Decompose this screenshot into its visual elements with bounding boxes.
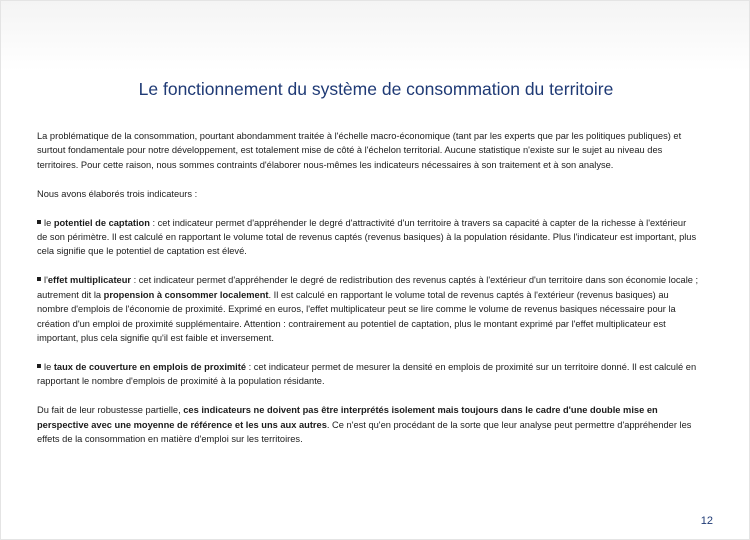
indicator-item-couverture: le taux de couverture en emplois de proximité : cet indicateur permet de mesurer la densité en emplois de proximité sur un territoire donné. Il est calculé en rapportant le nombre d'emplois de proximité à la population résidante. xyxy=(37,361,697,387)
indicators-intro: Nous avons élaborés trois indicateurs : xyxy=(37,188,198,199)
conclusion-paragraph: Du fait de leur robustesse partielle, ces indicateurs ne doivent pas être interprétés isolement mais toujours dans le cadre d'une double mise en perspective avec une moyenne de référence et les uns aux autres. Ce n'est qu'en procédant de la sorte que leur analyse peut permettre d'appréhender les effets de la consommation en matière d'emploi sur les territoires. xyxy=(37,405,692,444)
conclusion-emphasis: ces indicateurs ne doivent pas être interprétés isolement mais toujours dans le cadre d'une double mise en perspective avec une moyenne de référence et les uns aux autres xyxy=(37,405,658,430)
intro-paragraph: La problématique de la consommation, pourtant abondamment traitée à l'échelle macro-économique (tant par les experts que par les politiques publiques) et surtout fondamentale pour notre développement, est totalement mise de côté à l'échelon territorial. Aucune statistique n'existe sur le sujet au niveau des territoires. Pour cette raison, nous sommes contraints d'élaborer nous-mêmes les indicateurs nécessaires à son traitement et à son analyse. xyxy=(37,131,682,170)
indicator-term: potentiel de captation xyxy=(53,217,150,228)
slide-title: Le fonctionnement du système de consommation du territoire xyxy=(138,79,614,99)
indicator-term: taux de couverture en emplois de proximité xyxy=(53,361,247,372)
indicator-item-captation: le potentiel de captation : cet indicateur permet d'appréhender le degré d'attractivité d'un territoire à travers sa capacité à capter de la richesse à l'extérieur de son périmètre. Il est calculé en rapportant le volume total de revenus captés (revenus basiques) à la population résidante. Plus l'indicateur est important, plus cela signifie que le potentiel de captation est élevé. xyxy=(37,217,697,257)
indicator-term: effet multiplicateur xyxy=(47,275,132,286)
bullet-icon xyxy=(37,220,41,224)
indicator-emphasis: propension à consommer localement xyxy=(103,289,269,300)
page-number: 12 xyxy=(700,515,713,527)
indicator-item-multiplicateur: l'effet multiplicateur : cet indicateur permet d'appréhender le degré de redistribution des revenus captés à l'extérieur d'un territoire dans son économie locale ; autrement dit la propension à consommer localement. Il est calculé en rapportant le volume total de revenus captés à l'extérieur (revenus basiques) au nombre d'emplois de l'économie de proximité. Exprimé en euros, l'effet multiplicateur peut se lire comme le volume de revenus basiques nécessaire pour la création d'un emploi de proximité supplémentaire. Attention : contrairement au potentiel de captation, plus le montant exprimé par l'effet multiplicateur est important, plus cela signifie qu'il est faible et inversement. xyxy=(37,275,699,343)
bullet-icon xyxy=(37,364,41,368)
slide-body xyxy=(37,129,699,446)
bullet-icon xyxy=(37,277,41,281)
